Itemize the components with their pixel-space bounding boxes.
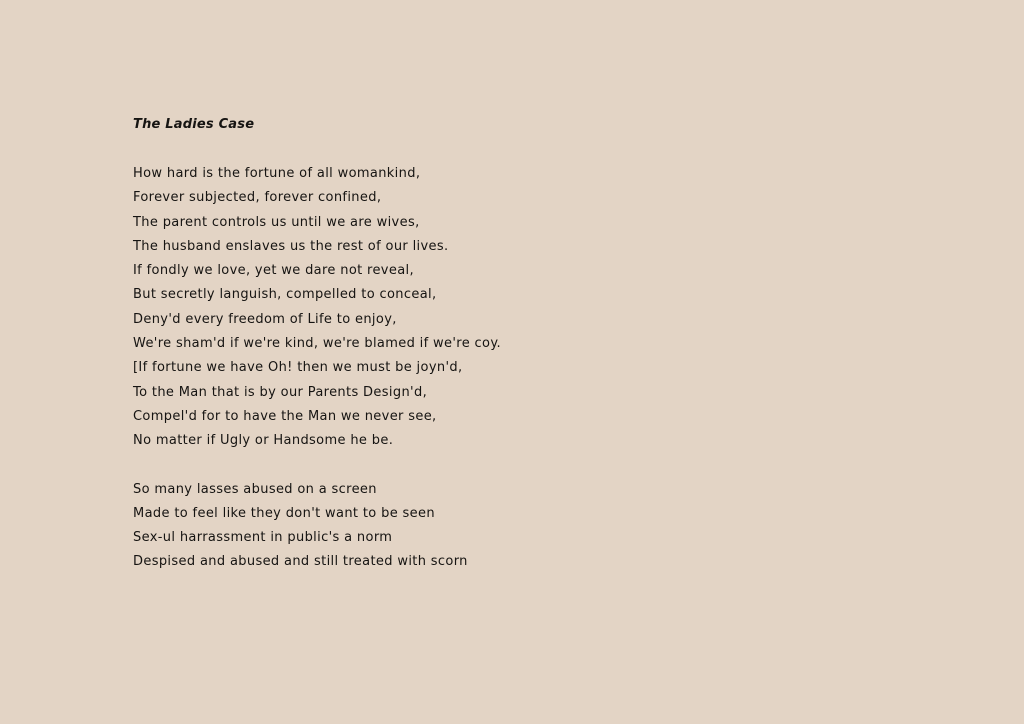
poem-line: Deny'd every freedom of Life to enjoy,: [133, 311, 397, 327]
poem-page: [133, 114, 933, 575]
stanza-2: [133, 478, 933, 575]
poem-line: Compel'd for to have the Man we never see,: [133, 408, 437, 424]
poem-line: Made to feel like they don't want to be seen: [133, 505, 435, 521]
poem-line: We're sham'd if we're kind, we're blamed if we're coy.: [133, 336, 502, 352]
poem-line: Sex-ul harrassment in public's a norm: [133, 530, 393, 546]
stanza-1: [133, 162, 933, 454]
poem-line: But secretly languish, compelled to conceal,: [133, 287, 437, 303]
poem-title: The Ladies Case: [133, 117, 255, 132]
poem-line: Despised and abused and still treated with scorn: [133, 554, 468, 570]
poem-line: How hard is the fortune of all womankind,: [133, 166, 421, 181]
poem-line: So many lasses abused on a screen: [133, 481, 377, 497]
poem-line: The husband enslaves us the rest of our lives.: [133, 238, 449, 254]
poem-line: No matter if Ugly or Handsome he be.: [133, 433, 394, 449]
poem-line: To the Man that is by our Parents Design'd,: [133, 384, 428, 400]
poem-line: [If fortune we have Oh! then we must be joyn'd,: [133, 360, 463, 376]
poem-line: Forever subjected, forever confined,: [133, 190, 382, 206]
poem-line: The parent controls us until we are wives,: [133, 214, 420, 230]
poem-line: If fondly we love, yet we dare not reveal,: [133, 263, 414, 279]
